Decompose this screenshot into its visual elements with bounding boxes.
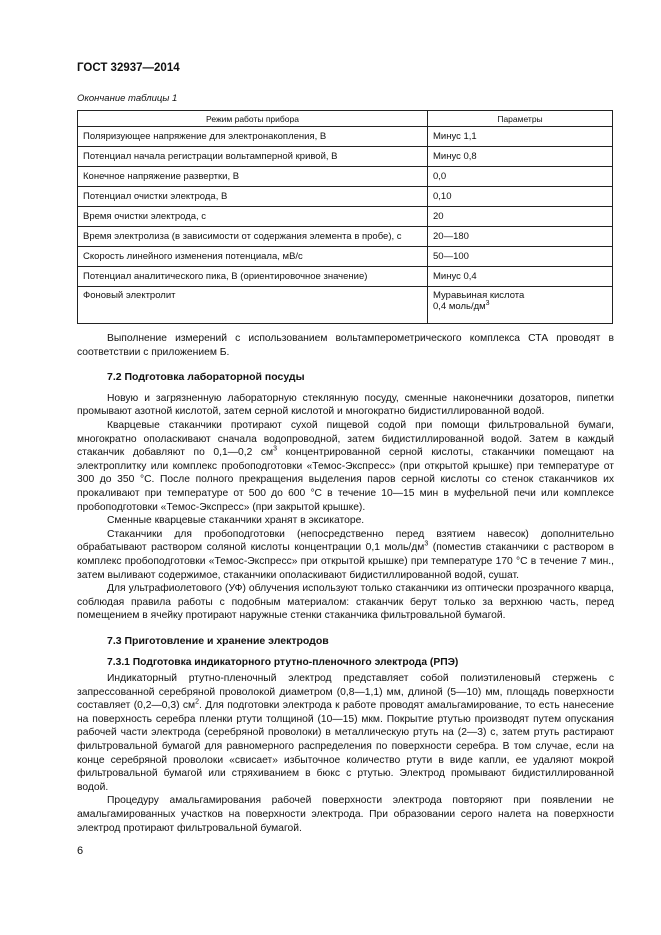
document-header: ГОСТ 32937—2014 bbox=[77, 62, 180, 74]
table-row bbox=[78, 267, 613, 287]
value-cell: 0,10 bbox=[428, 187, 613, 207]
value-line-2: 0,4 моль/дм bbox=[433, 301, 486, 312]
superscript: 3 bbox=[424, 540, 429, 548]
column-header-mode: Режим работы прибора bbox=[78, 111, 428, 127]
table-row bbox=[78, 187, 613, 207]
paragraph bbox=[77, 528, 614, 582]
paragraph-text: (поместив стаканчики с раствором в комплекс пробоподготовки «Темос-Экспресс» при открытой крышке) при температуре 170 °С в течение 7 мин., затем выливают содержимое, стаканчики ополаскивают бидистиллированной водой, сушат. bbox=[77, 542, 614, 581]
table-row bbox=[78, 287, 613, 324]
mode-cell: Потенциал аналитического пика, В (ориентировочное значение) bbox=[78, 267, 428, 287]
column-header-parameters: Параметры bbox=[428, 111, 613, 127]
table-row bbox=[78, 247, 613, 267]
value-cell: Минус 1,1 bbox=[428, 127, 613, 147]
body-text bbox=[77, 332, 614, 835]
paragraph-text: Индикаторный ртутно-пленочный электрод представляет собой полиэтиленовый стержень с запрессованной серебряной проволокой диаметром (0,8—1,1) мм, длиной (5—10) мм, площадь поверхности составляет (0,2—0,3) см bbox=[77, 673, 614, 712]
value-cell: 20—180 bbox=[428, 227, 613, 247]
mode-cell: Скорость линейного изменения потенциала, мВ/с bbox=[78, 247, 428, 267]
value-cell: 0,0 bbox=[428, 167, 613, 187]
table-row bbox=[78, 127, 613, 147]
mode-cell: Конечное напряжение развертки, В bbox=[78, 167, 428, 187]
paragraph: Новую и загрязненную лабораторную стеклянную посуду, сменные наконечники дозаторов, пипетки промывают азотной кислотой, затем серной кислотой и многократно бидистиллированной водой. bbox=[77, 392, 614, 418]
mode-cell: Время очистки электрода, с bbox=[78, 207, 428, 227]
mode-cell: Потенциал очистки электрода, В bbox=[78, 187, 428, 207]
parameters-table bbox=[77, 110, 613, 324]
value-cell: Минус 0,4 bbox=[428, 267, 613, 287]
superscript: 3 bbox=[273, 445, 278, 453]
value-cell bbox=[428, 287, 613, 324]
table-row bbox=[78, 207, 613, 227]
table-row bbox=[78, 227, 613, 247]
page-number: 6 bbox=[77, 845, 84, 857]
paragraph: Для ультрафиолетового (УФ) облучения используют только стаканчики из оптически прозрачного кварца, соблюдая правила работы с подобным материалом: стаканчик берут только за верхнюю часть, перед помещением в ячейку протирают наружные стенки стаканчика фильтровальной бумагой. bbox=[77, 583, 614, 622]
paragraph: Выполнение измерений с использованием вольтамперометрического комплекса СТА проводят в соответствии с приложением Б. bbox=[77, 333, 614, 358]
table-row bbox=[78, 167, 613, 187]
paragraph-text: . Для подготовки электрода к работе проводят амальгамирование, то есть нанесение на поверхность серебра пленки ртути толщиной (10—15) мкм. Покрытие ртутью производят путем опускания рабочей части электрода (серебряной проволоки) в металлическую ртуть на (2—3) с, затем ртуть растирают фильтровальной бумагой для равномерного распределения по поверхности серебра. В том случае, если на конце серебряной проволоки «свисает» избыточное количество ртути в виде капли, ее удаляют мокрой фильтровальной бумагой или стряхиванием в бюкс с ртутью. Электрод промывают бидистиллированной водой. bbox=[77, 700, 614, 793]
value-line-1: Муравьиная кислота bbox=[433, 290, 525, 301]
paragraph: Процедуру амальгамирования рабочей поверхности электрода повторяют при появлении не амальгамированных участков на поверхности электрода. При образовании серого налета на поверхности электрод протирают фильтровальной бумагой. bbox=[77, 795, 614, 834]
superscript: 3 bbox=[485, 299, 490, 307]
superscript: 2 bbox=[195, 698, 200, 706]
table-row bbox=[78, 147, 613, 167]
mode-cell: Время электролиза (в зависимости от содержания элемента в пробе), с bbox=[78, 227, 428, 247]
paragraph bbox=[77, 419, 614, 514]
mode-cell: Поляризующее напряжение для электронакопления, В bbox=[78, 127, 428, 147]
paragraph-text: Кварцевые стаканчики протирают сухой пищевой содой при помощи фильтровальной бумаги, многократно ополаскивают сначала водопроводной, затем бидистиллированной водой. Затем в каждый стаканчик добавляют по 0,1—0,2 см bbox=[77, 419, 614, 459]
section-heading: 7.3 Приготовление и хранение электродов bbox=[107, 634, 329, 647]
mode-cell: Фоновый электролит bbox=[78, 287, 428, 324]
paragraph-text: концентрированной серной кислоты, стаканчики помещают на электроплитку или комплекс пробоподготовки «Темос-Экспресс» (при открытой крышке) при температуре от 300 до 350 °С. После полного прекращения выделения паров серной кислоты со стенок стаканчиков их прокаливают при температуре от 500 до 600 °С в течение 10—15 мин в муфельной печи или комплексе пробоподготовки «Темос-Экспресс» (при закрытой крышке). bbox=[77, 447, 614, 513]
table-caption: Окончание таблицы 1 bbox=[77, 93, 178, 104]
value-cell: 20 bbox=[428, 207, 613, 227]
paragraph bbox=[77, 672, 614, 794]
paragraph-text: Стаканчики для пробоподготовки (непосредственно перед взятием навесок) дополнительно обрабатывают раствором соляной кислоты концентрации 0,1 моль/дм bbox=[77, 528, 614, 554]
mode-cell: Потенциал начала регистрации вольтамперной кривой, В bbox=[78, 147, 428, 167]
value-cell: 50—100 bbox=[428, 247, 613, 267]
paragraph: Сменные кварцевые стаканчики хранят в эксикаторе. bbox=[107, 515, 365, 527]
value-cell: Минус 0,8 bbox=[428, 147, 613, 167]
section-heading: 7.2 Подготовка лабораторной посуды bbox=[107, 371, 305, 384]
subsection-heading: 7.3.1 Подготовка индикаторного ртутно-пленочного электрода (РПЭ) bbox=[107, 657, 459, 669]
table-header-row bbox=[78, 111, 613, 127]
